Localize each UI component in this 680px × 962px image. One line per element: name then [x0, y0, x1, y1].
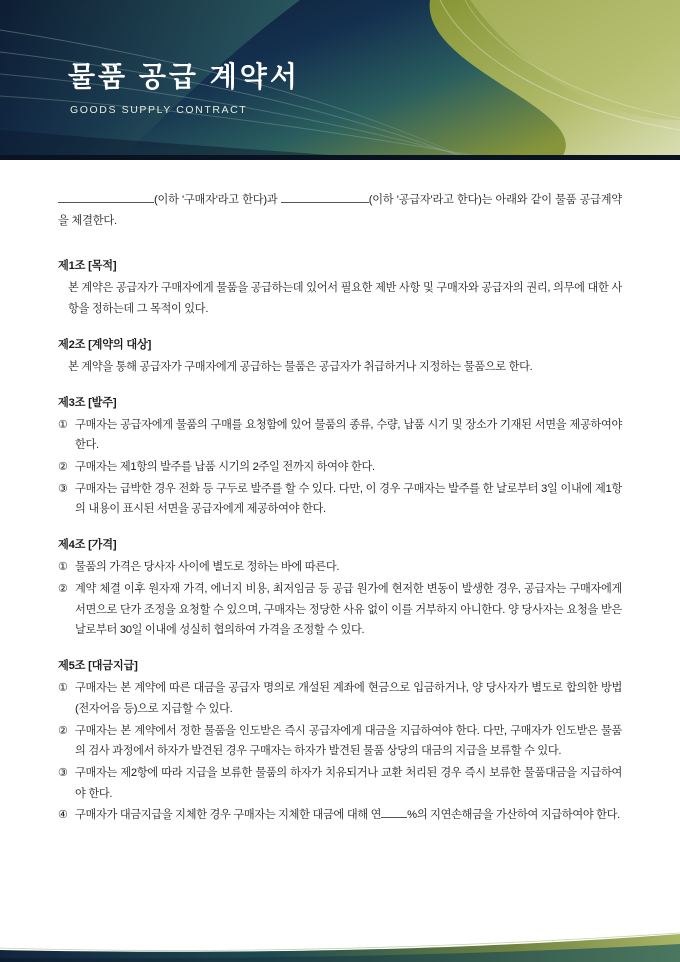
article-3-clause-3: [58, 479, 622, 520]
article-3-clause-2: [58, 457, 622, 478]
document-body: [0, 160, 680, 826]
clause-text-pre-blank: 구매자가 대금지급을 지체한 경우 구매자는 지체한 대금에 대해 연: [75, 809, 382, 822]
clause-number: ②: [58, 724, 68, 737]
page-title: 물품 공급 계약서: [68, 61, 300, 92]
clause-number: ②: [58, 582, 68, 595]
header-title-block: [68, 60, 300, 116]
clause-number: ①: [58, 682, 68, 695]
clause-text: 구매자는 급박한 경우 전화 등 구두로 발주를 할 수 있다. 다만, 이 경우 구매자는 발주를 한 날로부터 3일 이내에 제1항의 내용이 표시된 서면을 공급자에게 제공하여야 한다.: [75, 482, 622, 516]
article-5-clause-4: [58, 805, 622, 826]
clause-text: 물품의 가격은 당사자 사이에 별도로 정하는 바에 따른다.: [75, 561, 340, 574]
late-interest-rate-blank[interactable]: [381, 806, 407, 818]
article-2: [58, 336, 622, 378]
article-5-clause-2: [58, 721, 622, 762]
intro-text-part2: (이하 '공급자'라고 한다)는 아래와 같이 물품 공급계약을 체결한다.: [58, 194, 622, 227]
article-2-title: 제2조 [계약의 대상]: [58, 338, 152, 351]
clause-text-with-blank: [75, 805, 622, 826]
article-3-clause-1: [58, 415, 622, 456]
footer-decoration-graphic: [0, 928, 680, 962]
intro-text-part1: (이하 '구매자'라고 한다)과: [154, 194, 278, 206]
article-4-clause-1: [58, 557, 622, 578]
clause-text: 구매자는 제1항의 발주를 납품 시기의 2주일 전까지 하여야 한다.: [75, 461, 375, 474]
article-4-title: 제4조 [가격]: [58, 539, 117, 552]
clause-text: 구매자는 제2항에 따라 지급을 보류한 물품의 하자가 치유되거나 교환 처리된 경우 즉시 보류한 물품대금을 지급하여야 한다.: [75, 766, 622, 800]
article-1: [58, 257, 622, 319]
buyer-name-blank[interactable]: [58, 191, 154, 203]
article-5-clause-3: [58, 763, 622, 804]
article-5: [58, 657, 622, 826]
clause-text: 구매자는 본 계약에서 정한 물품을 인도받은 즉시 공급자에게 대금을 지급하여야 한다. 다만, 구매자가 인도받은 물품의 검사 과정에서 하자가 발견된 경우 구매자는 하자가 발견된 물품 상당의 대금의 지급을 보류할 수 있다.: [75, 724, 622, 758]
clause-text: 구매자는 공급자에게 물품의 구매를 요청함에 있어 물품의 종류, 수량, 납품 시기 및 장소가 기재된 서면을 제공하여야 한다.: [75, 418, 622, 452]
article-1-title: 제1조 [목적]: [58, 260, 117, 273]
clause-number: ①: [58, 418, 68, 431]
article-5-clause-1: [58, 678, 622, 719]
clause-number: ③: [58, 482, 68, 495]
article-3: [58, 394, 622, 521]
clause-text: 계약 체결 이후 원자재 가격, 에너지 비용, 최저임금 등 공급 원가에 현저한 변동이 발생한 경우, 공급자는 구매자에게 서면으로 단가 조정을 요청할 수 있으며, 구매자는 정당한 사유 없이 이를 거부하지 아니한다. 양 당사자는 요청을 받은 날로부터 30일 이내에 성실히 협의하여 가격을 조정할 수 있다.: [75, 582, 622, 637]
clause-number: ③: [58, 766, 68, 779]
article-4-clause-2: [58, 579, 622, 641]
clause-number: ①: [58, 561, 68, 574]
clause-text: 구매자는 본 계약에 따른 대금을 공급자 명의로 개설된 계좌에 현금으로 입금하거나, 양 당사자가 별도로 합의한 방법(전자어음 등)으로 지급할 수 있다.: [75, 682, 622, 715]
article-1-paragraph: 본 계약은 공급자가 구매자에게 물품을 공급하는데 있어서 필요한 제반 사항 및 구매자와 공급자의 권리, 의무에 대한 사항을 정하는데 그 목적이 있다.: [68, 282, 622, 316]
article-3-title: 제3조 [발주]: [58, 396, 117, 409]
article-4: [58, 536, 622, 641]
article-5-title: 제5조 [대금지급]: [58, 660, 138, 673]
document-footer-banner: [0, 928, 680, 962]
document-header-banner: [0, 0, 680, 160]
supplier-name-blank[interactable]: [281, 191, 369, 203]
article-2-paragraph: 본 계약을 통해 공급자가 구매자에게 공급하는 물품은 공급자가 취급하거나 지정하는 물품으로 한다.: [68, 360, 533, 373]
clause-text-post-blank: %의 지연손해금을 가산하여 지급하여야 한다.: [407, 809, 620, 822]
page-subtitle: GOODS SUPPLY CONTRACT: [70, 103, 248, 116]
clause-number: ④: [58, 809, 68, 822]
intro-paragraph: [58, 190, 622, 231]
clause-number: ②: [58, 461, 68, 474]
